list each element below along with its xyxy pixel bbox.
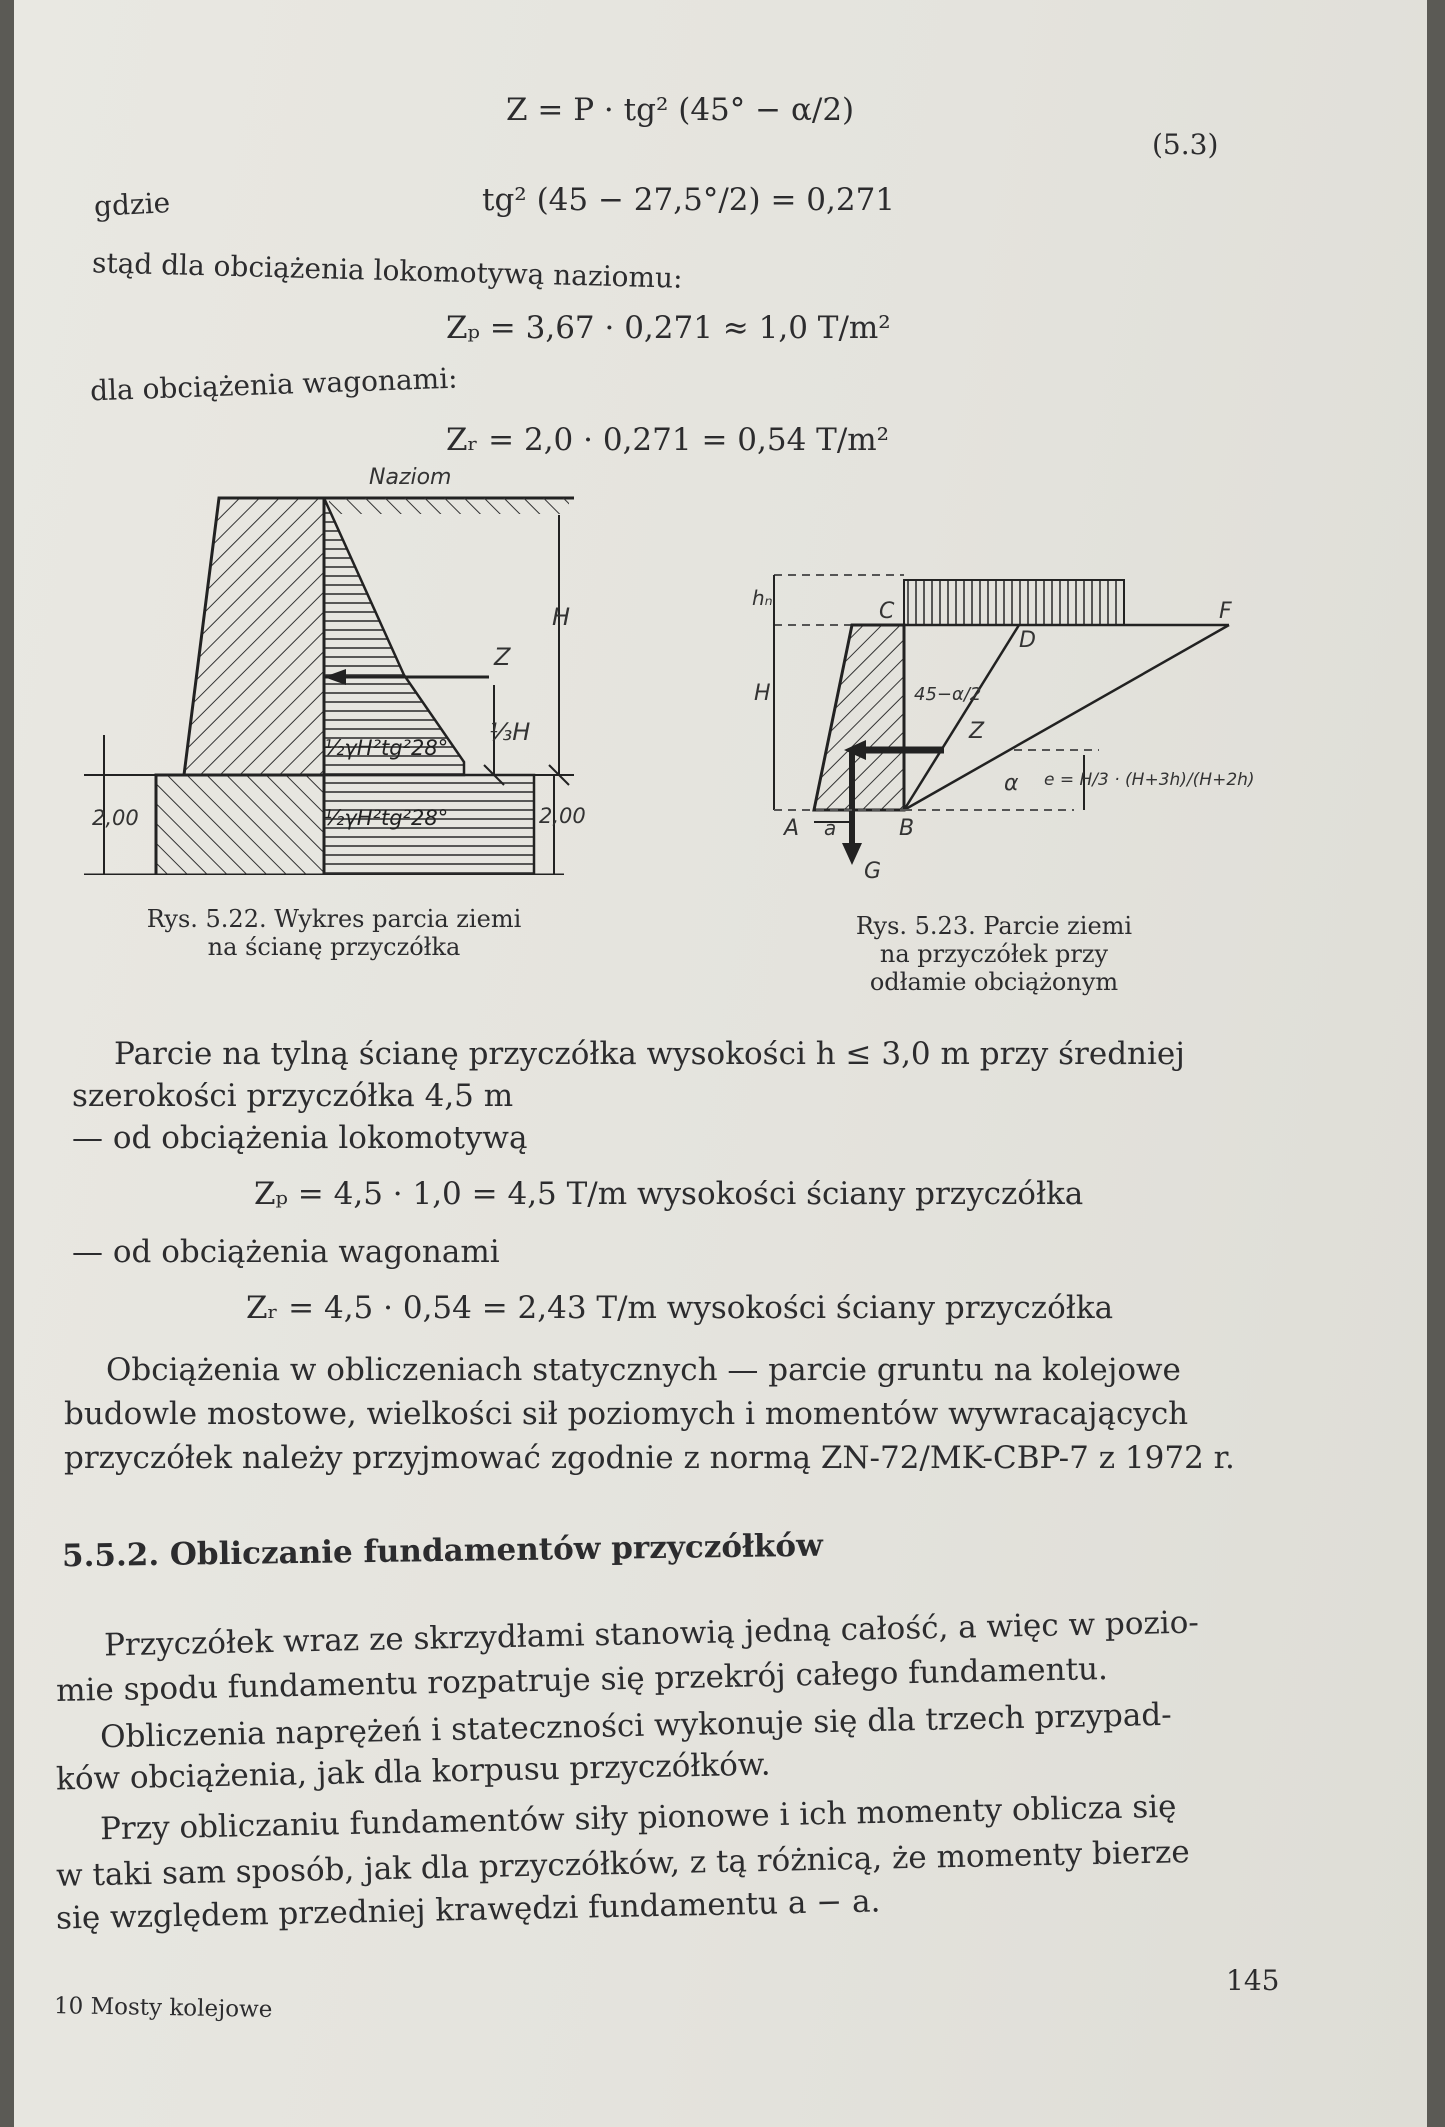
caption-522-line1: Rys. 5.22. Wykres parcia ziemi [146, 905, 522, 933]
section-heading: 5.5.2. Obliczanie fundamentów przyczółków [61, 1527, 823, 1575]
paragraph-5-line1: Przy obliczaniu fundamentów siły pionowe i ich momenty oblicza się [99, 1788, 1177, 1848]
foundation [156, 775, 324, 875]
paragraph-1-line1: Parcie na tylną ścianę przyczółka wysokości h ≤ 3,0 m przy średniej [114, 1036, 1185, 1072]
caption-523-line2: na przyczółek przy [879, 940, 1109, 968]
b-label: B [899, 816, 915, 841]
paragraph-4-line2: ków obciążenia, jak dla korpusu przyczółków. [55, 1746, 771, 1798]
formula-zp: Zₚ = 3,67 · 0,271 ≈ 1,0 T/m² [446, 310, 891, 346]
angle-label: 45−α/2 [914, 684, 982, 705]
footer-signature: 10 Mosty kolejowe [53, 1993, 273, 2023]
abutment-wall [184, 498, 324, 775]
page-number: 145 [1226, 1964, 1280, 1997]
paragraph-5-line2: w taki sam sposób, jak dla przyczółków, z tą różnicą, że momenty bierze [55, 1834, 1191, 1894]
caption-523-line1: Rys. 5.23. Parcie ziemi [855, 912, 1133, 940]
lower-formula-label: ½γH²tg²28° [324, 806, 449, 830]
h-label: H [552, 603, 571, 631]
paragraph-4-line1: Obliczenia naprężeń i stateczności wykonuje się dla trzech przypad- [99, 1696, 1172, 1756]
dash-item-1: — od obciążenia lokomotywą [72, 1120, 528, 1156]
z-523-label: Z [969, 719, 985, 744]
paragraph-2-line1: Obciążenia w obliczeniach statycznych — parcie gruntu na kolejowe [106, 1352, 1181, 1388]
g-label: G [864, 859, 882, 884]
figure-522-caption [104, 905, 564, 961]
stad-text: stąd dla obciążenia lokomotywą naziomu: [91, 246, 683, 295]
d-label: D [1019, 628, 1036, 653]
equation-1: Zₚ = 4,5 · 1,0 = 4,5 T/m wysokości ściany przyczółka [254, 1176, 1084, 1212]
formula-zr: Zᵣ = 2,0 · 0,271 = 0,54 T/m² [446, 422, 890, 458]
abutment-section [814, 625, 904, 810]
left-dim-label: 2,00 [92, 806, 139, 830]
figure-523-diagram [744, 560, 1264, 890]
upper-formula-label: ½γH²tg²28° [324, 736, 449, 760]
paragraph-3-line1: Przyczółek wraz ze skrzydłami stanowią jedną całość, a więc w pozio- [103, 1604, 1200, 1664]
figure-522-diagram [84, 455, 604, 875]
caption-523-line3: odłamie obciążonym [869, 968, 1119, 996]
c-label: C [879, 599, 895, 624]
a-point-label: A [784, 816, 800, 841]
equation-2: Zᵣ = 4,5 · 0,54 = 2,43 T/m wysokości ściany przyczółka [246, 1290, 1114, 1326]
ground-hatch [329, 498, 569, 514]
paragraph-5-line3: się względem przedniej krawędzi fundamentu a − a. [55, 1883, 881, 1937]
e-formula-label: e = H/3 · (H+3h)/(H+2h) [1044, 770, 1255, 790]
h-523-label: H [754, 681, 771, 706]
paragraph-1-line2: szerokości przyczółka 4,5 m [72, 1078, 514, 1114]
right-dim-label: 2,00 [539, 804, 586, 828]
naziom-label: Naziom [369, 465, 452, 490]
a-dim-label: a [824, 816, 837, 840]
paragraph-3-line2: mie spodu fundamentu rozpatruje się przekrój całego fundamentu. [55, 1650, 1109, 1710]
surcharge-load [904, 580, 1124, 625]
f-label: F [1219, 599, 1232, 624]
slip-line-d [904, 625, 1019, 810]
dla-text: dla obciążenia wagonami: [89, 361, 459, 408]
pressure-diagram-upper [324, 498, 464, 775]
dash-item-2: — od obciążenia wagonami [72, 1234, 500, 1270]
paragraph-2-line3: przyczółek należy przyjmować zgodnie z normą ZN-72/MK-CBP-7 z 1972 r. [64, 1440, 1235, 1476]
hn-label: hₙ [752, 586, 773, 610]
formula-number: (5.3) [1152, 128, 1219, 161]
third-h-label: ⅓H [489, 718, 531, 746]
book-page [14, 0, 1427, 2127]
caption-522-line2: na ścianę przyczółka [207, 933, 461, 961]
alpha-label: α [1004, 771, 1019, 796]
formula-tg: tg² (45 − 27,5°/2) = 0,271 [482, 182, 896, 218]
z-label: Z [494, 643, 511, 671]
figure-523-caption [794, 912, 1194, 996]
gdzie-label: gdzie [93, 186, 171, 223]
formula-main: Z = P · tg² (45° − α/2) [506, 92, 855, 128]
paragraph-2-line2: budowle mostowe, wielkości sił poziomych i momentów wywracających [64, 1396, 1189, 1432]
